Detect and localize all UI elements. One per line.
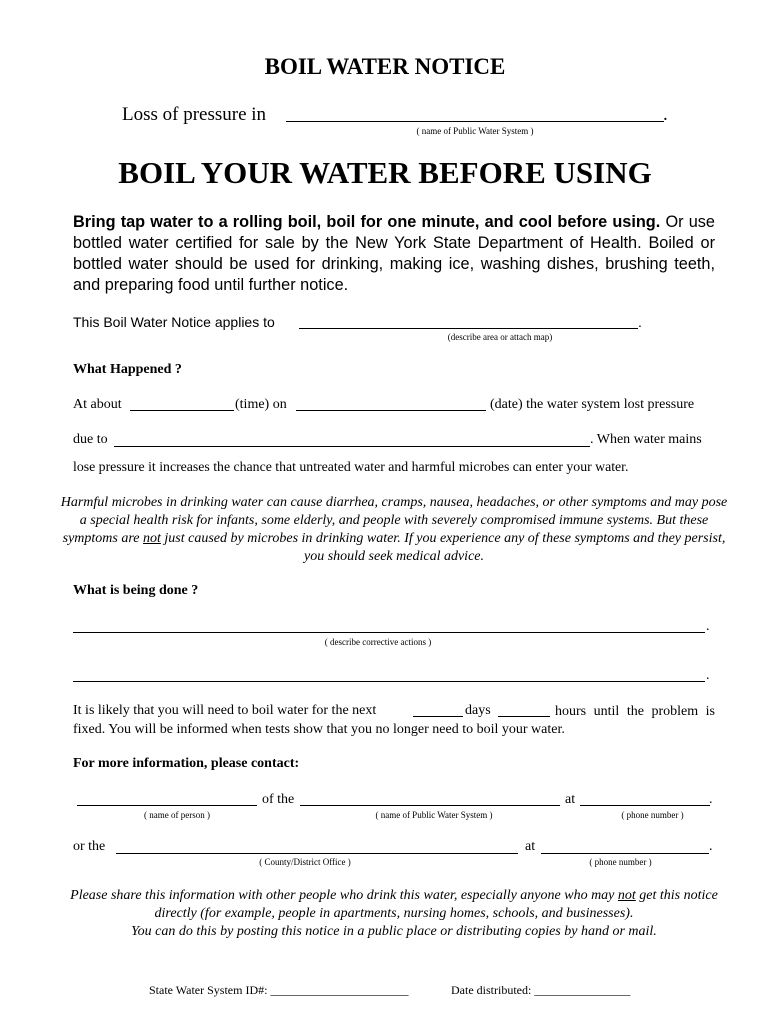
system-id-field[interactable]: _______________________	[270, 983, 409, 997]
actions-period-1: .	[706, 619, 710, 634]
lose-pressure-text: lose pressure it increases the chance that untreated water and harmful microbes can enter your water.	[73, 459, 629, 474]
or-the-label: or the	[73, 839, 106, 854]
health-not: not	[143, 531, 161, 546]
share-text-3: You can do this by posting this notice in a public place or distributing copies by hand or mail.	[131, 924, 657, 939]
area-field[interactable]	[299, 328, 638, 329]
health-text-2: just caused by microbes in drinking water. If you experience any of these symptoms and they persist, you should seek medical advice.	[160, 531, 726, 564]
actions-field-2[interactable]	[73, 681, 705, 682]
contact-period-1: .	[709, 792, 713, 807]
actions-field-1[interactable]	[73, 632, 705, 633]
instructions-bold: Bring tap water to a rolling boil, boil for one minute, and cool before using.	[73, 213, 661, 231]
system-id-label: State Water System ID#: _______________________	[149, 983, 409, 997]
county-phone-field[interactable]	[541, 853, 709, 854]
boil-headline: BOIL YOUR WATER BEFORE USING	[118, 155, 652, 190]
instructions-rest: Or use bottled water certified for sale by the New York State Department of Health. Boiled or bottled water should be used for drinking, making ice, washing dishes, brushing teeth, and preparing food until further notice.	[73, 213, 715, 294]
water-system-name-field[interactable]	[286, 121, 664, 122]
days-label: days	[465, 703, 491, 718]
contact-person-field[interactable]	[77, 805, 257, 806]
contact-period-2: .	[709, 839, 713, 854]
actions-period-2: .	[706, 668, 710, 683]
phone-caption-1: ( phone number )	[621, 810, 684, 820]
date-field[interactable]	[296, 410, 486, 411]
due-to-label: due to	[73, 432, 108, 447]
what-happened-heading: What Happened ?	[73, 362, 182, 377]
health-text-1: Harmful microbes in drinking water can cause diarrhea, cramps, nausea, headaches, or other symptoms and may pose a special health risk for infants, some elderly, and people with severely compromised immune systems. But these symptoms are	[60, 495, 728, 546]
applies-to-label: This Boil Water Notice applies to	[73, 314, 275, 330]
at-label-1: at	[565, 792, 576, 807]
date-label: (date) the water system lost pressure	[490, 397, 695, 412]
what-is-being-done-heading: What is being done ?	[73, 583, 199, 598]
cause-field[interactable]	[114, 446, 590, 447]
time-field[interactable]	[130, 410, 234, 411]
share-text-1: Please share this information with other people who drink this water, especially anyone who may	[70, 888, 618, 903]
when-water-mains-label: . When water mains	[590, 432, 702, 447]
date-distributed-label: Date distributed: ________________	[451, 983, 631, 997]
county-caption: ( County/District Office )	[259, 857, 351, 867]
loss-of-pressure-label: Loss of pressure in	[122, 104, 267, 125]
at-label-2: at	[525, 839, 536, 854]
applies-period: .	[638, 314, 642, 330]
health-advice-paragraph	[60, 494, 728, 566]
phone-caption-2: ( phone number )	[589, 857, 652, 867]
person-caption: ( name of person )	[144, 810, 210, 820]
of-the-label: of the	[262, 792, 295, 807]
time-label: (time) on	[235, 397, 287, 412]
area-caption: (describe area or attach map)	[447, 332, 553, 342]
actions-caption: ( describe corrective actions )	[324, 637, 432, 647]
share-text-2: get this notice directly (for example, people in apartments, nursing homes, schools, and businesses).	[154, 888, 718, 921]
loss-period: .	[663, 104, 668, 125]
instructions-paragraph	[73, 212, 715, 296]
likely-text-1: It is likely that you will need to boil water for the next	[73, 703, 377, 718]
system-caption: ( name of Public Water System )	[375, 810, 493, 820]
contact-heading: For more information, please contact:	[73, 756, 300, 771]
likely-text-2: hours until the problem is fixed. You will be informed when tests show that you no longer need to boil your water.	[73, 704, 715, 737]
water-system-caption: ( name of Public Water System )	[416, 126, 534, 136]
date-distributed-field[interactable]: ________________	[534, 983, 631, 997]
share-not: not	[617, 888, 636, 903]
at-about-label: At about	[73, 397, 122, 412]
contact-system-field[interactable]	[300, 805, 560, 806]
contact-phone-field[interactable]	[580, 805, 710, 806]
county-office-field[interactable]	[116, 853, 518, 854]
share-paragraph	[60, 887, 728, 941]
notice-title: BOIL WATER NOTICE	[264, 54, 506, 79]
